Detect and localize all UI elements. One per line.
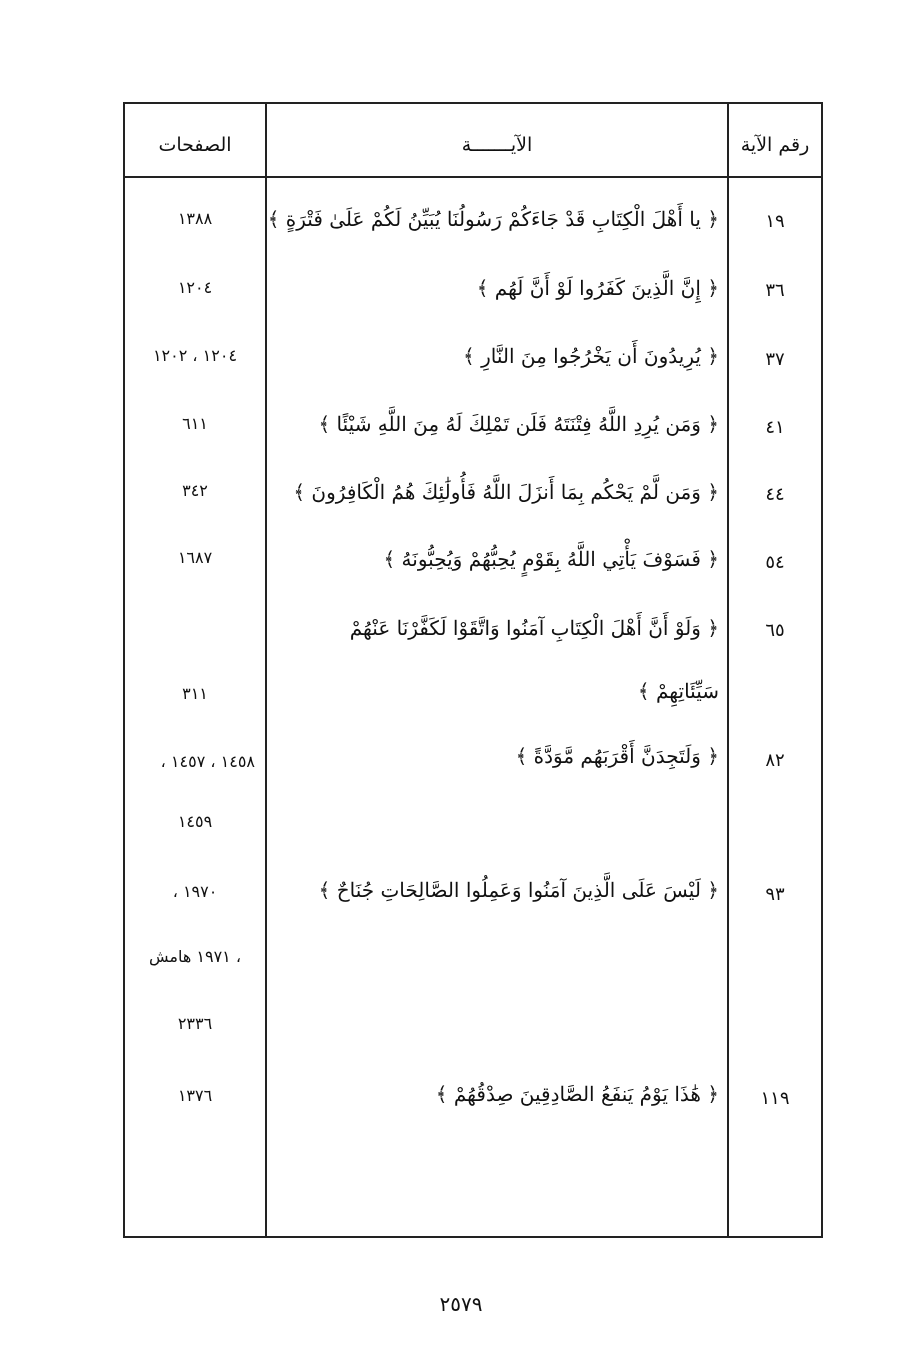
verse-text: ﴿ فَسَوْفَ يَأْتِي اللَّهُ بِقَوْمٍ يُحِبُّهُمْ وَيُحِبُّونَهُ ﴾	[383, 547, 719, 571]
page-refs: ٣١١	[182, 684, 208, 703]
verse-text: ﴿ يُرِيدُونَ أَن يَخْرُجُوا مِنَ النَّارِ ﴾	[463, 344, 719, 368]
page-refs-continued: ٢٣٣٦	[177, 1014, 213, 1033]
verse-text: ﴿ يا أَهْلَ الْكِتَابِ قَدْ جَاءَكُمْ رَسُولُنَا يُبَيِّنُ لَكُمْ عَلَىٰ فَتْرَةٍ ﴾	[267, 207, 719, 231]
verse-number: ٨٢	[765, 750, 785, 771]
verse-text: ﴿ وَمَن لَّمْ يَحْكُم بِمَا أَنزَلَ اللَّهُ فَأُولَٰئِكَ هُمُ الْكَافِرُونَ ﴾	[293, 480, 719, 504]
column-divider-pages	[265, 104, 267, 1236]
verse-number: ٤٤	[765, 484, 785, 505]
index-table	[123, 102, 823, 1238]
header-pages: الصفحات	[158, 134, 232, 156]
verse-text: ﴿ وَلَوْ أَنَّ أَهْلَ الْكِتَابِ آمَنُوا وَاتَّقَوْا لَكَفَّرْنَا عَنْهُمْ	[349, 616, 719, 640]
header-verse: الآيـــــــة	[461, 134, 533, 156]
verse-number: ٦٥	[765, 620, 785, 641]
page-refs: ١٣٨٨	[177, 209, 213, 228]
page-refs-continued: ١٩٧١ هامش ،	[149, 947, 241, 966]
verse-number: ١٩	[765, 211, 785, 232]
page-refs-continued: ١٤٥٩	[177, 812, 213, 831]
verse-text: ﴿ هَٰذَا يَوْمُ يَنفَعُ الصَّادِقِينَ صِدْقُهُمْ ﴾	[435, 1082, 719, 1106]
verse-text: ﴿ إِنَّ الَّذِينَ كَفَرُوا لَوْ أَنَّ لَهُم ﴾	[476, 276, 719, 300]
verse-text: ﴿ وَلَتَجِدَنَّ أَقْرَبَهُم مَّوَدَّةً ﴾	[515, 744, 719, 768]
verse-text: ﴿ لَيْسَ عَلَى الَّذِينَ آمَنُوا وَعَمِلُوا الصَّالِحَاتِ جُنَاحٌ ﴾	[318, 878, 719, 902]
column-divider-verse	[727, 104, 729, 1236]
page-refs: ٣٤٢	[182, 481, 208, 500]
page-refs: ، ١٩٧٠	[172, 882, 218, 901]
verse-number: ١١٩	[760, 1088, 790, 1109]
verse-text: ﴿ وَمَن يُرِدِ اللَّهُ فِتْنَتَهُ فَلَن تَمْلِكَ لَهُ مِنَ اللَّهِ شَيْئًا ﴾	[318, 412, 719, 436]
verse-number: ٣٧	[765, 349, 785, 370]
page-refs: ٦١١	[182, 414, 208, 433]
page-refs: ١٢٠٤	[177, 278, 213, 297]
page-refs: ١٢٠٤ ، ١٢٠٢	[152, 346, 238, 365]
header-divider	[125, 176, 821, 178]
verse-number: ٩٣	[765, 884, 785, 905]
verse-number: ٤١	[765, 417, 785, 438]
page-refs: ١٣٧٦	[177, 1086, 213, 1105]
verse-number: ٣٦	[765, 280, 785, 301]
verse-number: ٥٤	[765, 552, 785, 573]
page-number: ٢٥٧٩	[439, 1292, 483, 1316]
page-refs: ١٦٨٧	[177, 548, 213, 567]
page-refs: ، ١٤٥٨ ، ١٤٥٧	[160, 752, 255, 771]
header-verse-number: رقم الآية	[740, 134, 810, 156]
verse-text-continuation: سَيِّئَاتِهِمْ ﴾	[637, 679, 719, 703]
